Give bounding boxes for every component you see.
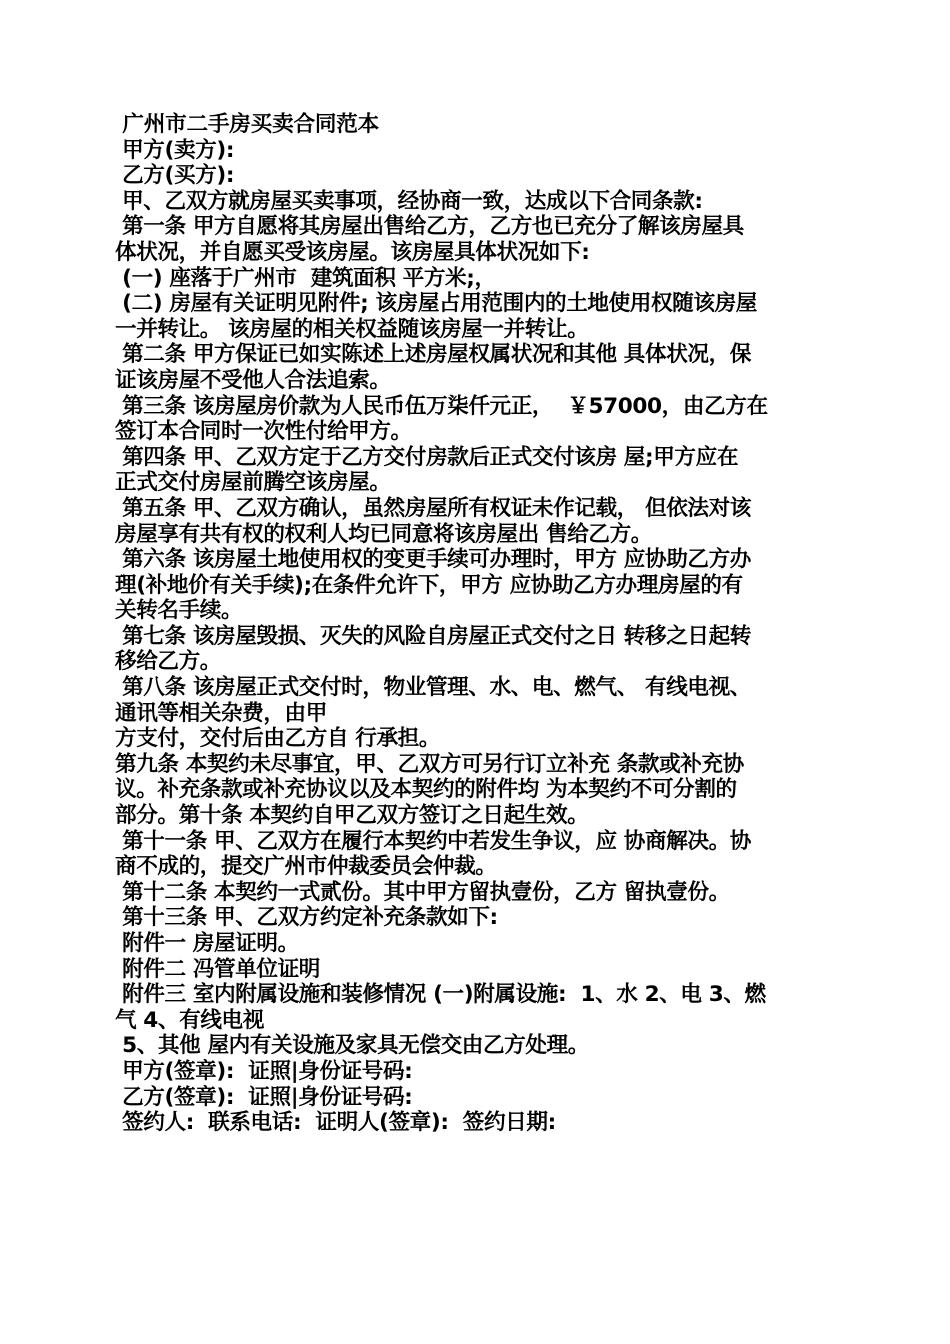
contract-lines <box>115 138 835 1136</box>
contract-line: 第七条 该房屋毁损、灭失的风险自房屋正式交付之日 转移之日起转 <box>115 623 751 649</box>
contract-line: 正式交付房屋前腾空该房屋。 <box>115 470 391 496</box>
contract-line: 签订本合同时一次性付给甲方。 <box>115 419 412 445</box>
contract-line: 体状况，并自愿买受该房屋。该房屋具体状况如下: <box>115 239 590 265</box>
contract-line: 证该房屋不受他人合法追索。 <box>115 367 391 393</box>
contract-line: 第一条 甲方自愿将其房屋出售给乙方，乙方也已充分了解该房屋具 <box>115 214 744 240</box>
contract-line: 附件一 房屋证明。 <box>115 931 299 956</box>
contract-line: 第十三条 甲、乙双方约定补充条款如下: <box>115 905 498 931</box>
contract-line: 第三条 该房屋房价款为人民币伍万柒仟元正， ￥57000，由乙方在 <box>115 393 768 419</box>
contract-line: 第九条 本契约未尽事宜，甲、乙双方可另行订立补充 条款或补充协 <box>115 751 744 777</box>
contract-line: 5、其他 屋内有关设施及家具无偿交由乙方处理。 <box>115 1033 589 1059</box>
contract-line: 理(补地价有关手续);在条件允许下，甲方 应协助乙方办理房屋的有 <box>115 572 743 598</box>
contract-line: 一并转让。 该房屋的相关权益随该房屋一并转让。 <box>115 316 589 342</box>
document-title: 广州市二手房买卖合同范本 <box>115 112 380 137</box>
contract-line: 甲、乙双方就房屋买卖事项，经协商一致，达成以下合同条款: <box>115 188 703 214</box>
contract-line: 甲方(卖方): <box>115 137 235 163</box>
contract-line: 气 4、有线电视 <box>115 1007 264 1033</box>
contract-line: 房屋享有共有权的权利人均已同意将该房屋出 售给乙方。 <box>115 521 652 547</box>
contract-line: 乙方(买方): <box>115 163 235 189</box>
contract-line: 通讯等相关杂费，由甲 <box>115 700 327 726</box>
contract-body <box>115 112 835 1136</box>
contract-line: (二) 房屋有关证明见附件; 该房屋占用范围内的土地使用权随该房屋 <box>115 291 757 317</box>
contract-line: 议。补充条款或补充协议以及本契约的附件均 为本契约不可分割的 <box>115 777 737 803</box>
contract-line: 签约人: 联系电话: 证明人(签章): 签约日期: <box>115 1110 556 1136</box>
contract-line: 第十一条 甲、乙双方在履行本契约中若发生争议，应 协商解决。协 <box>115 828 751 854</box>
contract-line: 第八条 该房屋正式交付时，物业管理、水、电、燃气、 有线电视、 <box>115 675 751 701</box>
contract-line: 第十二条 本契约一式贰份。其中甲方留执壹份，乙方 留执壹份。 <box>115 879 730 905</box>
contract-line: (一) 座落于广州市 建筑面积 平方米;， <box>115 265 496 291</box>
contract-line: 方支付，交付后由乙方自 行承担。 <box>115 726 441 752</box>
contract-line: 第四条 甲、乙双方定于乙方交付房款后正式交付该房 屋;甲方应在 <box>115 444 739 470</box>
contract-line: 乙方(签章): 证照|身份证号码: <box>115 1084 413 1110</box>
contract-line: 第六条 该房屋土地使用权的变更手续可办理时，甲方 应协助乙方办 <box>115 547 751 573</box>
contract-line: 附件三 室内附属设施和装修情况 (一)附属设施: 1、水 2、电 3、燃 <box>115 982 766 1008</box>
contract-line: 附件二 冯管单位证明 <box>115 956 320 982</box>
contract-line: 第二条 甲方保证已如实陈述上述房屋权属状况和其他 具体状况，保 <box>115 342 751 368</box>
contract-line: 第五条 甲、乙双方确认，虽然房屋所有权证未作记载， 但依法对该 <box>115 495 751 521</box>
contract-line: 移给乙方。 <box>115 649 221 675</box>
contract-line: 甲方(签章): 证照|身份证号码: <box>115 1058 413 1084</box>
contract-line: 商不成的，提交广州市仲裁委员会仲裁。 <box>115 854 497 880</box>
contract-line: 关转名手续。 <box>115 598 243 624</box>
contract-line: 部分。第十条 本契约自甲乙双方签订之日起生效。 <box>115 803 589 829</box>
